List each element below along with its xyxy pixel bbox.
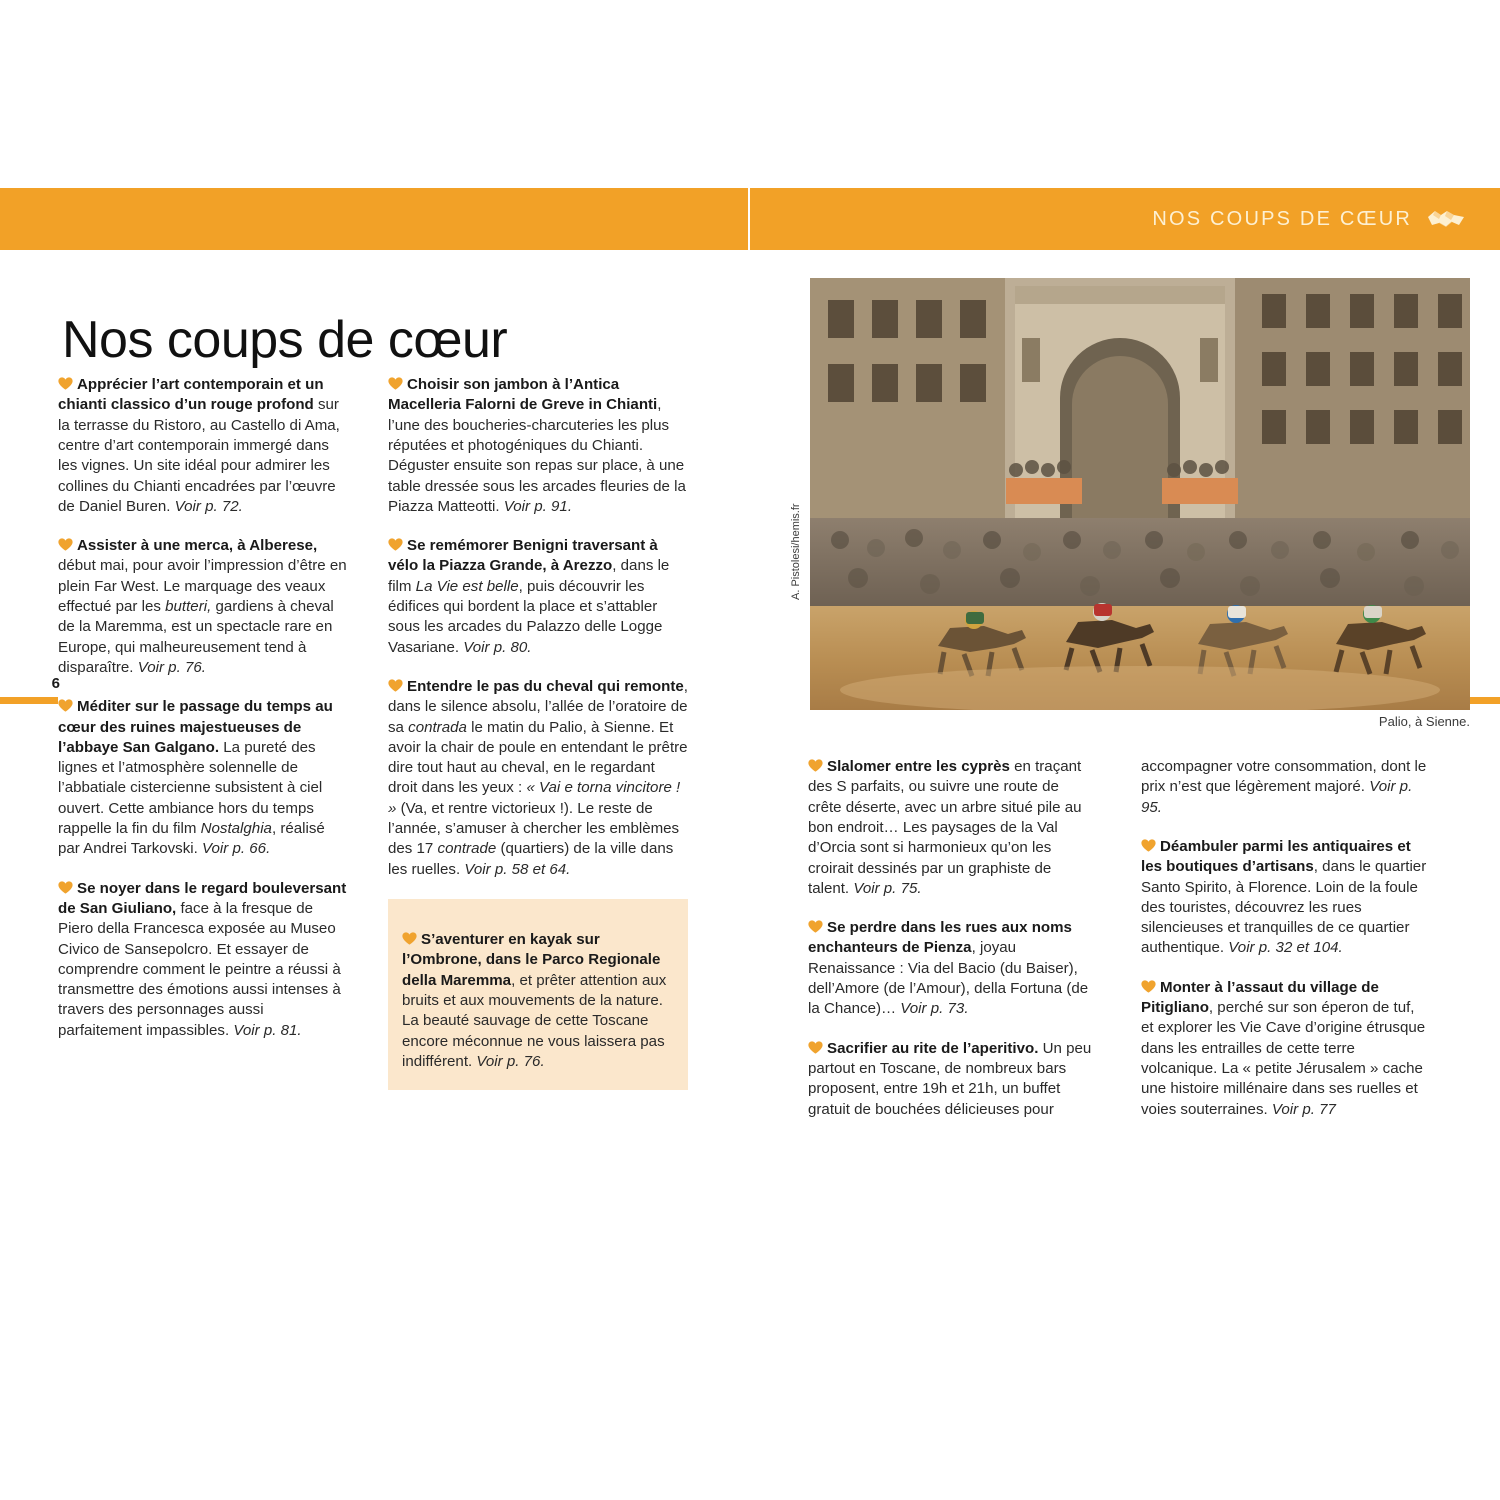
entry-body: en traçant des S parfaits, ou suivre une route de crête déserte, avec un arbre situé pile au bon endroit… Les paysages de la Val d’Orcia sont si harmonieux qu’on les croirait dessinés par un graphiste de talent. (808, 758, 1082, 897)
entry-lede: Apprécier l’art contemporain et un chianti classico d’un rouge profond (58, 376, 324, 414)
entry-castello-di-ama (58, 375, 350, 517)
heart-icon (58, 880, 73, 893)
running-head-title: NOS COUPS DE CŒUR (1152, 207, 1412, 230)
entry-ref: Voir p. 73. (900, 1000, 969, 1018)
header-band-left (0, 188, 750, 250)
entry-pienza (808, 918, 1094, 1019)
entry-ref: Voir p. 76. (137, 658, 206, 676)
heart-icon (808, 758, 823, 771)
entry-ref: Voir p. 72. (174, 497, 243, 515)
entry-lede: Se perdre dans les rues aux noms enchanteurs de Pienza (808, 919, 1072, 957)
entry-lede: Se remémorer Benigni traversant à vélo la Piazza Grande, à Arezzo (388, 537, 658, 575)
entry-ref: Voir p. 75. (853, 879, 922, 897)
entry-merca-alberese (58, 536, 350, 678)
entry-body-pre: , dans le film (388, 557, 670, 595)
entry-ref: Voir p. 58 et 64. (464, 860, 571, 878)
entry-ref: Voir p. 76. (476, 1052, 545, 1070)
entry-body-post: , réalisé par Andrei Tarkovski. (58, 820, 325, 858)
entry-italic-contrade: contrade (437, 840, 497, 858)
heart-icon (388, 678, 403, 691)
entry-body: , et prêter attention aux bruits et aux mouvements de la nature. La beauté sauvage de cette Toscane encore méconnue ne vous laissera pas indifférent. (402, 971, 667, 1070)
entry-ref: Voir p. 32 et 104. (1228, 939, 1343, 957)
heart-icon (58, 537, 73, 550)
entry-body-post: gardiens à cheval de la Maremma, est un spectacle rare en Europe, qui malheureusement tend à disparaître. (58, 598, 334, 676)
entry-lede: Monter à l’assaut du village de Pitigliano (1141, 978, 1379, 1017)
photo-caption: Palio, à Sienne. (1378, 714, 1470, 729)
entry-ref: Voir p. 81. (233, 1021, 302, 1039)
text-column-1 (58, 360, 350, 1041)
entry-lede: Assister à une merca, à Alberese, (77, 537, 318, 555)
entry-lede: Méditer sur le passage du temps au cœur des ruines majestueuses de l’abbaye San Galgano. (58, 698, 333, 756)
entry-ref: Voir p. 91. (503, 497, 573, 515)
heart-icon (58, 376, 73, 389)
text-column-3 (808, 742, 1094, 1120)
entry-body: sur la terrasse du Ristoro, au Castello di Ama, centre d’art contemporain immergé dans les vignes. Un site idéal pour admirer les collines du Chianti encadrées par l’œuvre de Daniel Buren. (58, 396, 340, 515)
heart-icon (1141, 838, 1156, 851)
entry-aperitivo-continued (1141, 757, 1427, 818)
entry-body: accompagner votre consommation, dont le prix n’est que légèrement majoré. (1141, 758, 1427, 796)
entry-lede: S’aventurer en kayak sur l’Ombrone, dans le Parco Regionale della Maremma (402, 931, 661, 989)
entry-italic: contrada (408, 718, 467, 736)
entry-macelleria-falorni (388, 375, 688, 517)
entry-lede: Entendre le pas du cheval qui remonte (407, 677, 684, 695)
entry-body: Un peu partout en Toscane, de nombreux bars proposent, entre 19h et 21h, un buffet gratuit de bouchées délicieuses pour (808, 1039, 1092, 1118)
entry-body: , dans le quartier Santo Spirito, à Florence. Loin de la foule des touristes, découvrez les rues silencieuses et tranquilles de ce quartier authentique. (1141, 858, 1427, 957)
entry-lede: Choisir son jambon à l’Antica Macelleria Falorni de Greve in Chianti (388, 376, 658, 414)
entry-aperitivo (808, 1039, 1094, 1120)
entry-body-mid: le matin du Palio, à Sienne. Et avoir la chair de poule en entendant le prêtre dire tout haut au cheval, en le regardant droit dans les yeux : (388, 718, 688, 797)
page-title: Nos coups de cœur (62, 310, 508, 369)
entry-body: face à la fresque de Piero della Francesca exposée au Museo Civico de Sansepolcro. Et essayer de comprendre comment le peintre a réussi à transmettre des émotions aussi intenses à travers des personnages aussi parfaitement impassibles. (58, 899, 341, 1039)
folio-bar-left (0, 697, 58, 704)
callout-box-kayak (388, 899, 688, 1090)
entry-body-pre: début mai, pour avoir l’impression d’être en plein Far West. Le marquage des veaux effectué par les (58, 557, 347, 616)
entry-cypres-val-orcia (808, 757, 1094, 899)
entry-benigni-arezzo (388, 536, 688, 658)
page-number-left: 6 (51, 675, 60, 692)
entry-san-giuliano (58, 879, 350, 1041)
entry-ref: Voir p. 77 (1271, 1100, 1336, 1118)
entry-san-galgano (58, 697, 350, 859)
entry-body: , l’une des boucheries-charcuteries les plus réputées et photogéniques du Chianti. Déguster ensuite son repas sur place, à une table dressée sous les arcades fleuries de la Piazza Matteotti. (388, 396, 686, 515)
header-band (0, 188, 1500, 250)
entry-kayak-ombrone (402, 930, 670, 1072)
header-band-right (750, 188, 1500, 250)
entry-body-pre: La pureté des lignes et l’atmosphère solennelle de l’abbatiale cistercienne subsistent à ciel ouvert. Cette ambiance hors du temps rappelle la fin du film (58, 738, 323, 838)
text-column-4 (1141, 742, 1427, 1120)
entry-italic: butteri, (165, 598, 212, 616)
photo-palio-siena (810, 278, 1470, 710)
photo-credit: A. Pistolesi/hemis.fr (790, 503, 802, 600)
heart-icon (1141, 979, 1156, 992)
entry-lede: Déambuler parmi les antiquaires et les boutiques d’artisans (1141, 837, 1411, 876)
heart-icon (808, 1040, 823, 1053)
entry-italic: Nostalghia (200, 820, 272, 838)
entry-body-post: , puis découvrir les édifices qui bordent la place et s’attabler sous les arcades du Palazzo delle Logge Vasariane. (388, 577, 663, 656)
entry-body-mid2: (Va, et rentre victorieux !). Le reste de l’année, s’amuser à chercher les emblèmes des 17 (388, 799, 680, 858)
entry-santo-spirito (1141, 837, 1427, 959)
entry-pitigliano (1141, 978, 1427, 1120)
entry-ref: Voir p. 80. (463, 638, 532, 656)
entry-italic-quote: « Vai e torna vincitore ! » (388, 779, 681, 817)
entry-ref: Voir p. 95. (1141, 778, 1413, 816)
entry-palio-cheval (388, 677, 688, 880)
entry-body: , joyau Renaissance : Via del Bacio (du Baiser), dell’Amore (de l’Amour), della Fortuna (de la Chance)… (808, 939, 1089, 1018)
entry-body: , perché sur son éperon de tuf, et explorer les Vie Cave d’origine étrusque dans les entrailles de cette terre volcanique. La « petite Jérusalem » cache une histoire millénaire dans ses ruelles et voies souterraines. (1141, 999, 1426, 1118)
heart-icon (388, 376, 403, 389)
entry-body-pre: , dans le silence absolu, l’allée de l’oratoire de sa (388, 677, 688, 736)
handshake-icon (1426, 206, 1466, 232)
entry-lede: Slalomer entre les cyprès (827, 758, 1010, 776)
heart-icon (808, 919, 823, 932)
entry-body-post: (quartiers) de la ville dans les ruelles. (388, 840, 674, 878)
entry-lede: Sacrifier au rite de l’aperitivo. (827, 1039, 1039, 1057)
heart-icon (402, 931, 417, 944)
heart-icon (58, 698, 73, 711)
text-column-2 (388, 360, 688, 1090)
entry-ref: Voir p. 66. (202, 840, 271, 858)
entry-lede: Se noyer dans le regard bouleversant de San Giuliano, (58, 879, 347, 917)
entry-italic: La Vie est belle (415, 577, 519, 595)
heart-icon (388, 537, 403, 550)
